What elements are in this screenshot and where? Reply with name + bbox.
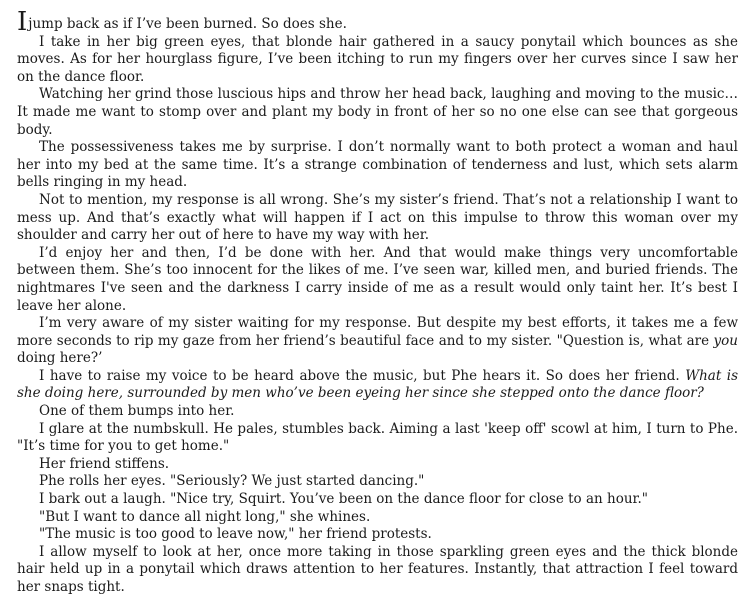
paragraph: Not to mention, my response is all wrong. She’s my sister’s friend. That’s not a relationship I want to mess up. And that’s exactly what will happen if I act on this impulse to throw this woman over my shoulder and carry her out of here to have my way with her. <box>17 191 738 244</box>
paragraph: Phe rolls her eyes. "Seriously? We just started dancing." <box>39 473 425 490</box>
paragraph: Her friend stiffens. <box>39 455 170 472</box>
paragraph: Watching her grind those luscious hips and throw her head back, laughing and moving to the music… It made me want to stomp over and plant my body in front of her so no one else can see that gorgeous body. <box>17 86 738 138</box>
paragraph-opening <box>17 7 738 37</box>
paragraph-text: jump back as if I’ve been burned. So does she. <box>28 16 347 32</box>
emphasis-text: you <box>713 332 738 349</box>
paragraph: One of them bumps into her. <box>39 403 235 420</box>
paragraph-text: I’m very aware of my sister waiting for my response. But despite my best efforts, it takes me a few more seconds to rip my gaze from her friend’s beautiful face and to my sister. "Question is, what are <box>17 315 738 349</box>
paragraph <box>17 315 738 368</box>
paragraph: "The music is too good to leave now," her friend protests. <box>39 526 432 543</box>
paragraph: I bark out a laugh. "Nice try, Squirt. You’ve been on the dance floor for close to an hour." <box>39 491 648 508</box>
paragraph: I take in her big green eyes, that blonde hair gathered in a saucy ponytail which bounces as she moves. As for her hourglass figure, I’ve been itching to run my fingers over her curves since I saw her on the dance floor. <box>17 33 738 85</box>
paragraph-text: I have to raise my voice to be heard above the music, but Phe hears it. So does her friend. <box>39 367 686 384</box>
paragraph: "But I want to dance all night long," she whines. <box>39 508 371 525</box>
drop-cap: I <box>17 7 28 37</box>
paragraph: I’d enjoy her and then, I’d be done with her. And that would make things very uncomfortable between them. She’s too innocent for the likes of me. I’ve seen war, killed men, and buried friends. The nightmares I've seen and the darkness I carry inside of me as a result would only taint her. It’s best I leave her alone. <box>17 244 738 314</box>
emphasis-text: What is she doing here, surrounded by men who’ve been eyeing her since she stepped onto the dance floor? <box>17 367 738 402</box>
paragraph: The possessiveness takes me by surprise. I don’t normally want to both protect a woman and haul her into my bed at the same time. It’s a strange combination of tenderness and lust, which sets alarm bells ringing in my head. <box>17 139 738 191</box>
paragraph: I glare at the numbskull. He pales, stumbles back. Aiming a last 'keep off' scowl at him, I turn to Phe. "It’s time for you to get home." <box>17 420 738 455</box>
paragraph: I allow myself to look at her, once more taking in those sparkling green eyes and the thick blonde hair held up in a ponytail which draws attention to her features. Instantly, that attraction I feel toward her snaps tight. <box>17 543 738 595</box>
paragraph-text: doing here?’ <box>17 350 103 367</box>
paragraph <box>17 368 738 403</box>
